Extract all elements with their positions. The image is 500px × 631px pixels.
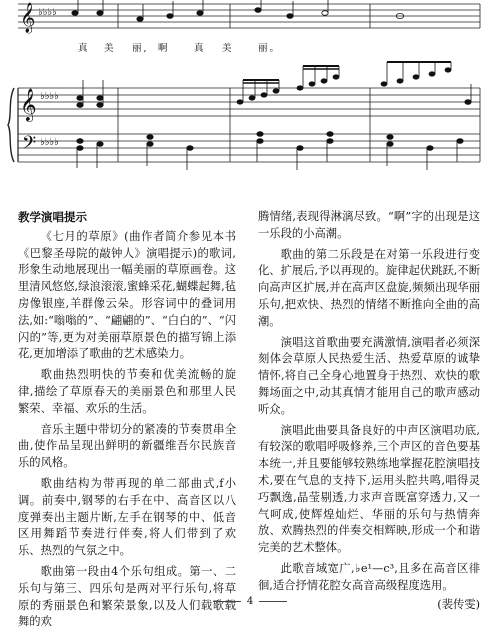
lyric-syllable: 真	[78, 43, 90, 54]
svg-text:♭♭♭♭: ♭♭♭♭	[40, 137, 59, 148]
paragraph-continuation: 腾情绪,表现得淋漓尽致。“啊”字的出现是这一乐段的小高潮。	[258, 210, 480, 240]
score-lyrics	[0, 40, 500, 56]
paragraph: 此歌音域宽广,♭e¹—c³,且多在高音区徘徊,适合抒情花腔女高音高级程度选用。	[258, 561, 480, 592]
lyric-syllable: 美	[104, 43, 116, 54]
page-number-value: 4	[246, 596, 254, 607]
svg-text:𝄞: 𝄞	[20, 3, 36, 33]
page-number-dash	[213, 601, 241, 602]
svg-text:♭♭♭♭: ♭♭♭♭	[38, 7, 57, 18]
paragraph: 歌曲第一段由4个乐句组成。第一、二乐句与第三、四乐句是两对平行乐句,将草原的秀丽景色和繁荣景象,以及人们载歌载舞的欢	[18, 564, 236, 629]
paragraph: 歌曲的第二乐段是在对第一乐段进行变化、扩展后,予以再现的。旋律起伏跳跃,不断向高声区扩展,并在高声区盘旋,频频出现华丽乐句,把欢快、热烈的情绪不断推向全曲的高潮。	[258, 247, 480, 328]
page-number-dash	[259, 601, 287, 602]
author-credit: (裴传雯)	[437, 597, 480, 611]
page-number	[0, 596, 500, 607]
svg-text:♭♭♭♭: ♭♭♭♭	[40, 91, 59, 102]
paragraph: 演唱此曲要具备良好的中声区演唱功底,有较深的歌唱呼吸修养,三个声区的音色要基本统一,并且要能够较熟练地掌握花腔演唱技术,要在气息的支持下,运用头腔共鸣,唱得灵巧飘逸,晶莹剔透,力求声音既富穿透力,又一气呵成,使辉煌灿烂、华丽的乐句与热情奔放、欢腾热烈的伴奏交相辉映,形成一个和谐完美的艺术整体。	[258, 423, 480, 555]
lyric-syllable: 美	[222, 43, 234, 54]
lyric-syllable: 啊	[158, 43, 170, 54]
article-column-right	[258, 209, 480, 613]
paragraph: 《七月的草原》(曲作者简介参见本书《巴黎圣母院的敲钟人》演唱提示)的歌词,形象生动地展现出一幅美丽的草原画卷。这里清风悠悠,绿浪滚滚,蜜蜂采花,蝴蝶起舞,毡房像银座,羊群像云朵。形容词中的叠词用法,如:“嗡嗡的”、“翩翩的”、“白白的”、“闪闪的”等,更为对美丽草原景色的描写锦上添花,更加增添了歌曲的艺术感染力。	[18, 229, 236, 361]
paragraph: 歌曲结构为带再现的单二部曲式,f小调。前奏中,钢琴的右手在中、高音区以八度弹奏出主题片断,左手在钢琴的中、低音区用舞蹈节奏进行伴奏,将人们带到了欢乐、热烈的气氛之中。	[18, 476, 236, 558]
paragraph: 音乐主题中带切分的紧凑的节奏贯串全曲,使作品呈现出鲜明的新疆维吾尔民族音乐的风格。	[18, 422, 236, 470]
article-column-left	[18, 209, 236, 631]
section-heading: 教学演唱提示	[18, 210, 87, 224]
lyric-syllable: 丽。	[258, 43, 282, 54]
svg-text:𝄞: 𝄞	[20, 88, 37, 121]
music-score	[0, 0, 500, 190]
paragraph: 歌曲热烈明快的节奏和优美流畅的旋律,描绘了草原春天的美丽景色和那里人民繁荣、幸福、欢乐的生活。	[18, 368, 236, 415]
svg-text:𝄢: 𝄢	[22, 133, 37, 158]
lyric-syllable: 真	[194, 43, 206, 54]
lyric-syllable: 丽,	[132, 43, 149, 54]
paragraph: 演唱这首歌曲要充满激情,演唱者必须深刻体会草原人民热爱生活、热爱草原的诚挚情怀,将自己全身心地置身于热烈、欢快的歌舞场面之中,动其真情才能用自己的歌声感动听众。	[258, 335, 480, 416]
